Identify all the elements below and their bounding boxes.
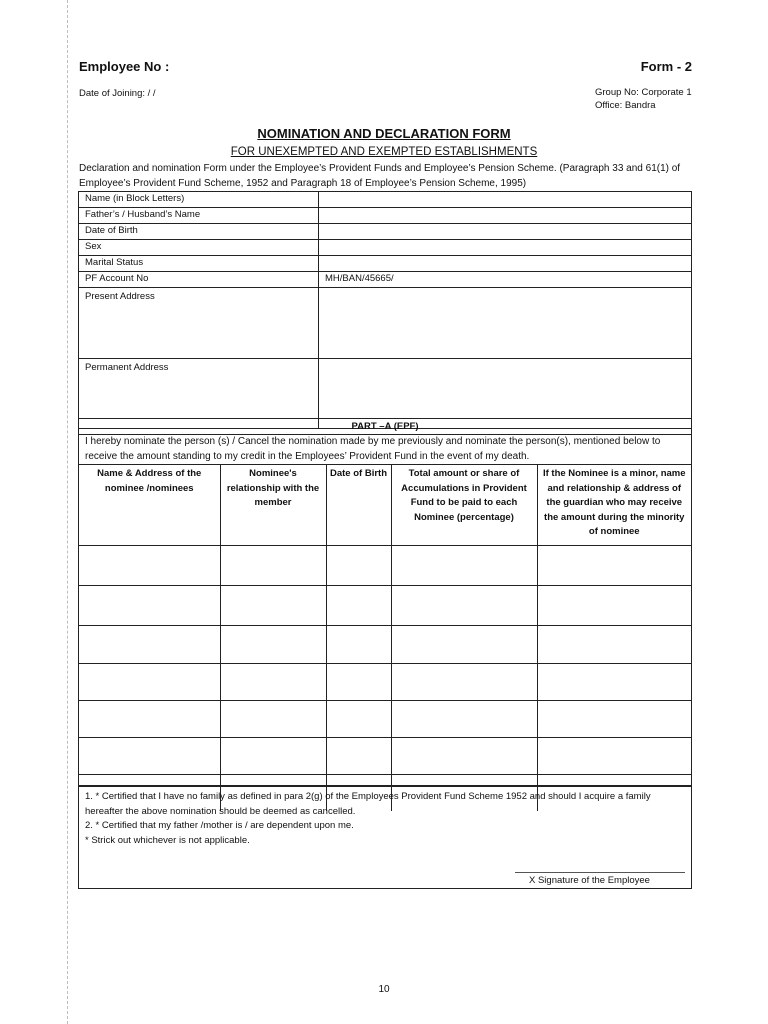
- office: Office: Bandra: [595, 99, 656, 111]
- form-number: Form - 2: [640, 59, 692, 74]
- details-row-pf-account: [79, 272, 691, 288]
- nominee-cell[interactable]: [537, 586, 691, 626]
- column-header: Name & Address of the nominee /nominees: [79, 465, 220, 546]
- certification-line-2: 2. * Certified that my father /mother is / are dependent upon me.: [85, 820, 354, 831]
- present-address-field[interactable]: [319, 288, 691, 358]
- name-field[interactable]: [319, 192, 691, 207]
- nominee-cell[interactable]: [537, 738, 691, 775]
- details-label: Name (in Block Letters): [79, 192, 319, 207]
- nominee-cell[interactable]: [220, 546, 326, 586]
- part-a-title: PART –A (EPF): [79, 419, 691, 435]
- nominee-header-row: [79, 465, 691, 546]
- employee-no-label: Employee No :: [79, 59, 170, 74]
- details-row-dob: [79, 224, 691, 240]
- nominee-cell[interactable]: [220, 586, 326, 626]
- group-no: Group No: Corporate 1: [595, 87, 692, 98]
- column-header: Date of Birth: [326, 465, 391, 546]
- nominee-row: [79, 546, 691, 586]
- column-header: If the Nominee is a minor, name and relationship & address of the guardian who may receive the amount during the minority of nominee: [537, 465, 691, 546]
- details-row-father-name: [79, 208, 691, 224]
- details-row-present-address: [79, 288, 691, 359]
- nominee-cell[interactable]: [326, 738, 391, 775]
- nominee-row: [79, 738, 691, 775]
- nominee-table: [79, 465, 691, 811]
- nominee-cell[interactable]: [79, 701, 220, 738]
- nominee-cell[interactable]: [326, 626, 391, 664]
- signature-line[interactable]: [515, 872, 685, 873]
- nominee-row: [79, 664, 691, 701]
- dob-field[interactable]: [319, 224, 691, 239]
- details-row-marital-status: [79, 256, 691, 272]
- column-header: Total amount or share of Accumulations in Provident Fund to be paid to each Nominee (percentage): [391, 465, 537, 546]
- details-label: Present Address: [79, 288, 319, 358]
- details-label: Father’s / Husband’s Name: [79, 208, 319, 223]
- nominee-cell[interactable]: [79, 738, 220, 775]
- details-label: PF Account No: [79, 272, 319, 287]
- nominee-cell[interactable]: [326, 701, 391, 738]
- nominee-cell[interactable]: [220, 626, 326, 664]
- part-a-text: I hereby nominate the person (s) / Cancel the nomination made by me previously and nominate the person(s), mentioned below to receive the amount standing to my credit in the Employees’ Provident Fund in the event of my death.: [79, 435, 691, 465]
- certification-line-1: 1. * Certified that I have no family as defined in para 2(g) of the Employees Provident Fund Scheme 1952 and should I acquire a family hereafter the above nomination should be deemed as cancelled.: [85, 791, 651, 817]
- details-label: Sex: [79, 240, 319, 255]
- nominee-cell[interactable]: [391, 664, 537, 701]
- nominee-cell[interactable]: [220, 664, 326, 701]
- nominee-cell[interactable]: [326, 586, 391, 626]
- intro-text: Declaration and nomination Form under the Employee’s Provident Funds and Employee’s Pension Scheme. (Paragraph 33 and 61(1) of Employee’s Provident Fund Scheme, 1952 and Paragraph 18 of Employee’s Pension Scheme, 1995): [79, 163, 681, 189]
- column-header: Nominee's relationship with the member: [220, 465, 326, 546]
- part-a-section: [78, 418, 692, 786]
- date-of-joining: Date of Joining: / /: [79, 88, 156, 99]
- group-office-info: [595, 87, 692, 112]
- details-row-sex: [79, 240, 691, 256]
- employee-details-table: [78, 191, 692, 429]
- nominee-row: [79, 586, 691, 626]
- nominee-cell[interactable]: [79, 626, 220, 664]
- details-row-name: [79, 192, 691, 208]
- pf-account-value[interactable]: MH/BAN/45665/: [325, 273, 394, 284]
- nominee-cell[interactable]: [537, 664, 691, 701]
- form-title: NOMINATION AND DECLARATION FORM: [257, 126, 511, 141]
- form-subtitle: FOR UNEXEMPTED AND EXEMPTED ESTABLISHMENTS: [230, 146, 538, 158]
- nominee-cell[interactable]: [391, 738, 537, 775]
- nominee-cell[interactable]: [79, 546, 220, 586]
- certification-note: * Strick out whichever is not applicable.: [85, 834, 250, 846]
- certification-section: [78, 786, 692, 889]
- father-name-field[interactable]: [319, 208, 691, 223]
- nominee-cell[interactable]: [220, 701, 326, 738]
- details-label: Date of Birth: [79, 224, 319, 239]
- nominee-cell[interactable]: [391, 626, 537, 664]
- nominee-cell[interactable]: [537, 546, 691, 586]
- details-label: Marital Status: [79, 256, 319, 271]
- page-number: 10: [378, 984, 390, 995]
- sex-field[interactable]: [319, 240, 691, 255]
- nominee-cell[interactable]: [220, 738, 326, 775]
- nominee-row: [79, 701, 691, 738]
- details-label: Permanent Address: [79, 359, 319, 428]
- nominee-cell[interactable]: [326, 546, 391, 586]
- nominee-row: [79, 626, 691, 664]
- nominee-cell[interactable]: [79, 664, 220, 701]
- nominee-cell[interactable]: [391, 586, 537, 626]
- nominee-cell[interactable]: [391, 546, 537, 586]
- nominee-cell[interactable]: [79, 586, 220, 626]
- signature-label: X Signature of the Employee: [529, 875, 650, 886]
- marital-status-field[interactable]: [319, 256, 691, 271]
- nominee-cell[interactable]: [391, 701, 537, 738]
- nominee-cell[interactable]: [537, 626, 691, 664]
- nominee-cell[interactable]: [326, 664, 391, 701]
- nominee-cell[interactable]: [537, 701, 691, 738]
